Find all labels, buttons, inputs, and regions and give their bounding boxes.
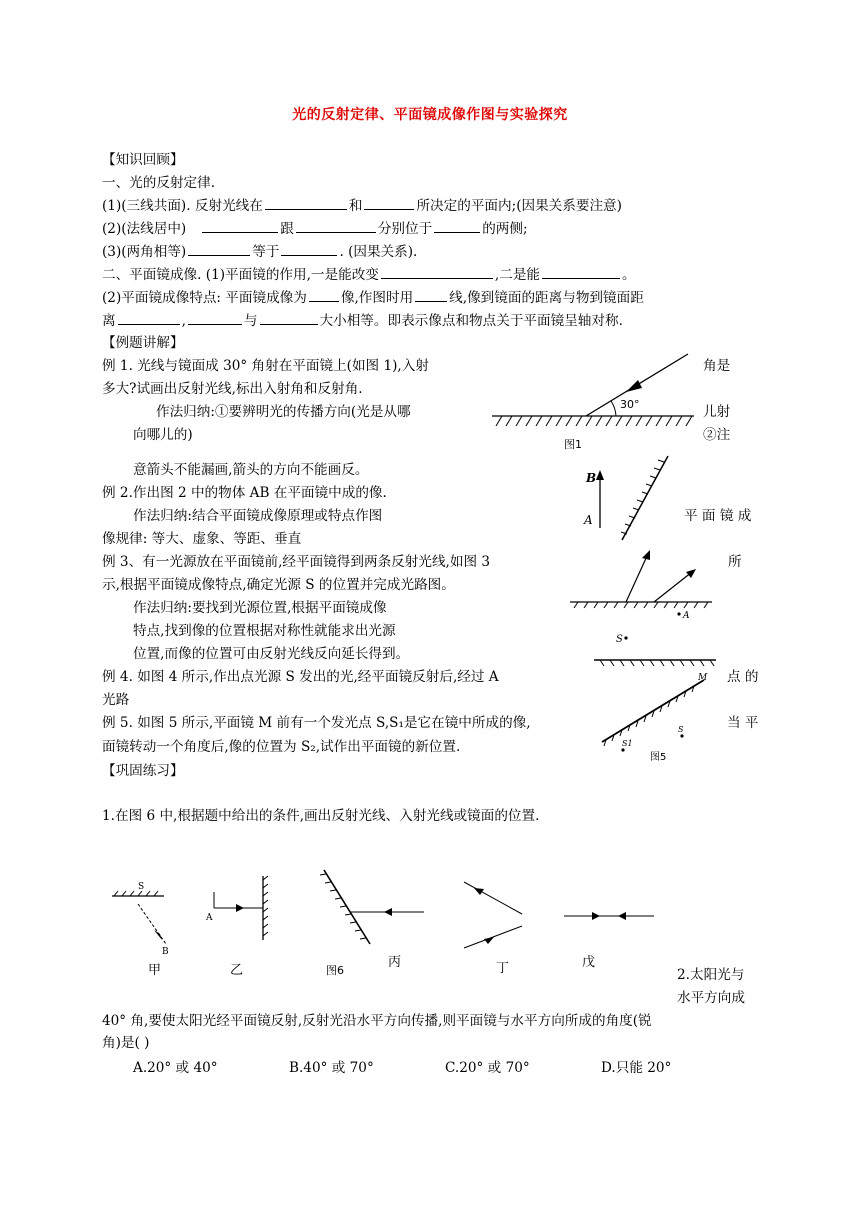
figure-6-label-wu: 戊 [582,955,596,970]
example-2-method: 作法归纳:结合平面镜成像原理或特点作图 [133,508,383,524]
example-1-line-2: 多大?试画出反射光线,标出入射角和反射角. [102,381,363,397]
example-4-line-1: 例 4. 如图 4 所示,作出点光源 S 发出的光,经平面镜反射后,经过 A [102,669,499,685]
figure-4-label-s: S [616,634,623,645]
figure-6 [102,862,682,984]
example-3-method-1: 作法归纳:要找到光源位置,根据平面镜成像 [133,600,387,616]
example-1-method-3: 意箭头不能漏画,箭头的方向不能画反。 [133,462,369,478]
figure-2-label-b: B [586,471,597,485]
example-2-line-1: 例 2.作出图 2 中的物体 AB 在平面镜中成的像. [102,485,387,501]
example-5-line-1: 例 5. 如图 5 所示,平面镜 M 前有一个发光点 S,S₁是它在镜中所成的像, [102,715,531,731]
example-1-method-1-right: 儿射 [703,404,731,420]
figure-3 [566,542,716,622]
section-1-title: 一、光的反射定律. [102,175,216,191]
figure-5-caption: 图5 [650,752,667,763]
example-2-rule: 像规律: 等大、虚象、等距、垂直 [102,531,302,547]
review-line-1: (1)(三线共面). 反射光线在 和 所决定的平面内;(因果关系要注意) [102,198,622,214]
figure-4 [590,626,720,670]
question-2-right-1: 2.太阳光与 [677,967,745,983]
example-1-method-2-right: ②注 [703,427,731,443]
figure-1-angle-label: 30° [620,398,640,411]
figure-5-label-s: S [678,725,684,734]
figure-6-label-ding: 丁 [496,961,510,976]
option-a: A.20° 或 40° [133,1060,218,1076]
example-3-method-2: 特点,找到像的位置根据对称性就能求出光源 [133,623,396,639]
figure-3-label-a: A [683,611,690,621]
figure-6-label-b: B [162,947,169,957]
figure-6-label-bing: 丙 [388,955,402,970]
option-c: C.20° 或 70° [445,1060,530,1076]
figure-5 [596,668,720,764]
figure-6-label-yi: 乙 [230,963,244,978]
review-heading: 【知识回顾】 [102,152,184,168]
example-1-line-1-right: 角是 [703,358,731,374]
figure-2-label-a: A [584,513,593,527]
section-2-feature-line-2: 离 , 与 大小相等。即表示像点和物点关于平面镜呈轴对称. [102,313,623,329]
question-1: 1.在图 6 中,根据题中给出的条件,画出反射光线、入射光线或镜面的位置. [102,808,540,824]
review-line-3: (3)(两角相等) 等于 . (因果关系). [102,244,418,260]
figure-5-label-m: M [698,673,708,683]
practice-heading: 【巩固练习】 [102,763,184,779]
option-d: D.只能 20° [601,1060,672,1076]
figure-2 [578,452,678,548]
figure-6-caption: 图6 [326,964,344,977]
section-2-feature-line: (2)平面镜成像特点: 平面镜成像为 像,作图时用 线,像到镜面的距离与物到镜面距 [102,290,644,306]
example-4-line-1-right: 点 的 [727,669,759,685]
example-1-method-2: 向哪儿的) [133,427,193,443]
example-1-line-1: 例 1. 光线与镜面成 30° 角射在平面镜上(如图 1),入射 [102,358,429,374]
figure-6-label-a: A [206,913,213,923]
figure-1 [488,350,698,450]
example-3-line-1: 例 3、有一光源放在平面镜前,经平面镜得到两条反射光线,如图 3 [102,554,491,570]
question-2-right-2: 水平方向成 [677,990,745,1006]
examples-heading: 【例题讲解】 [102,335,184,351]
figure-6-label-s: S [138,882,145,892]
question-2-line-1: 40° 角,要使太阳光经平面镜反射,反射光沿水平方向传播,则平面镜与水平方向所成的角度(锐 [102,1013,652,1029]
example-2-method-right: 平 面 镜 成 [684,508,752,524]
review-line-2: (2)(法线居中) 跟 分别位于 的两侧; [102,221,528,237]
example-3-line-2: 示,根据平面镜成像特点,确定光源 S 的位置并完成光路图。 [102,577,455,593]
example-3-line-1-right: 所 [728,554,742,570]
example-4-line-2: 光路 [102,692,130,708]
option-b: B.40° 或 70° [289,1060,374,1076]
figure-5-label-s1: S1 [622,739,633,748]
page-title: 光的反射定律、平面镜成像作图与实验探究 [292,107,568,123]
example-1-method-1: 作法归纳:①要辨明光的传播方向(光是从哪 [156,404,411,420]
section-2-line: 二、平面镜成像. (1)平面镜的作用,一是能改变 ,二是能 。 [102,267,636,283]
example-5-line-2: 面镜转动一个角度后,像的位置为 S₂,试作出平面镜的新位置. [102,739,461,755]
question-2-line-2: 角)是( ) [102,1035,150,1051]
example-5-line-1-right: 当 平 [727,715,759,731]
figure-1-caption: 图1 [564,438,582,450]
example-3-method-3: 位置,而像的位置可由反射光线反向延长得到。 [133,646,410,662]
figure-6-label-jia: 甲 [148,963,162,978]
